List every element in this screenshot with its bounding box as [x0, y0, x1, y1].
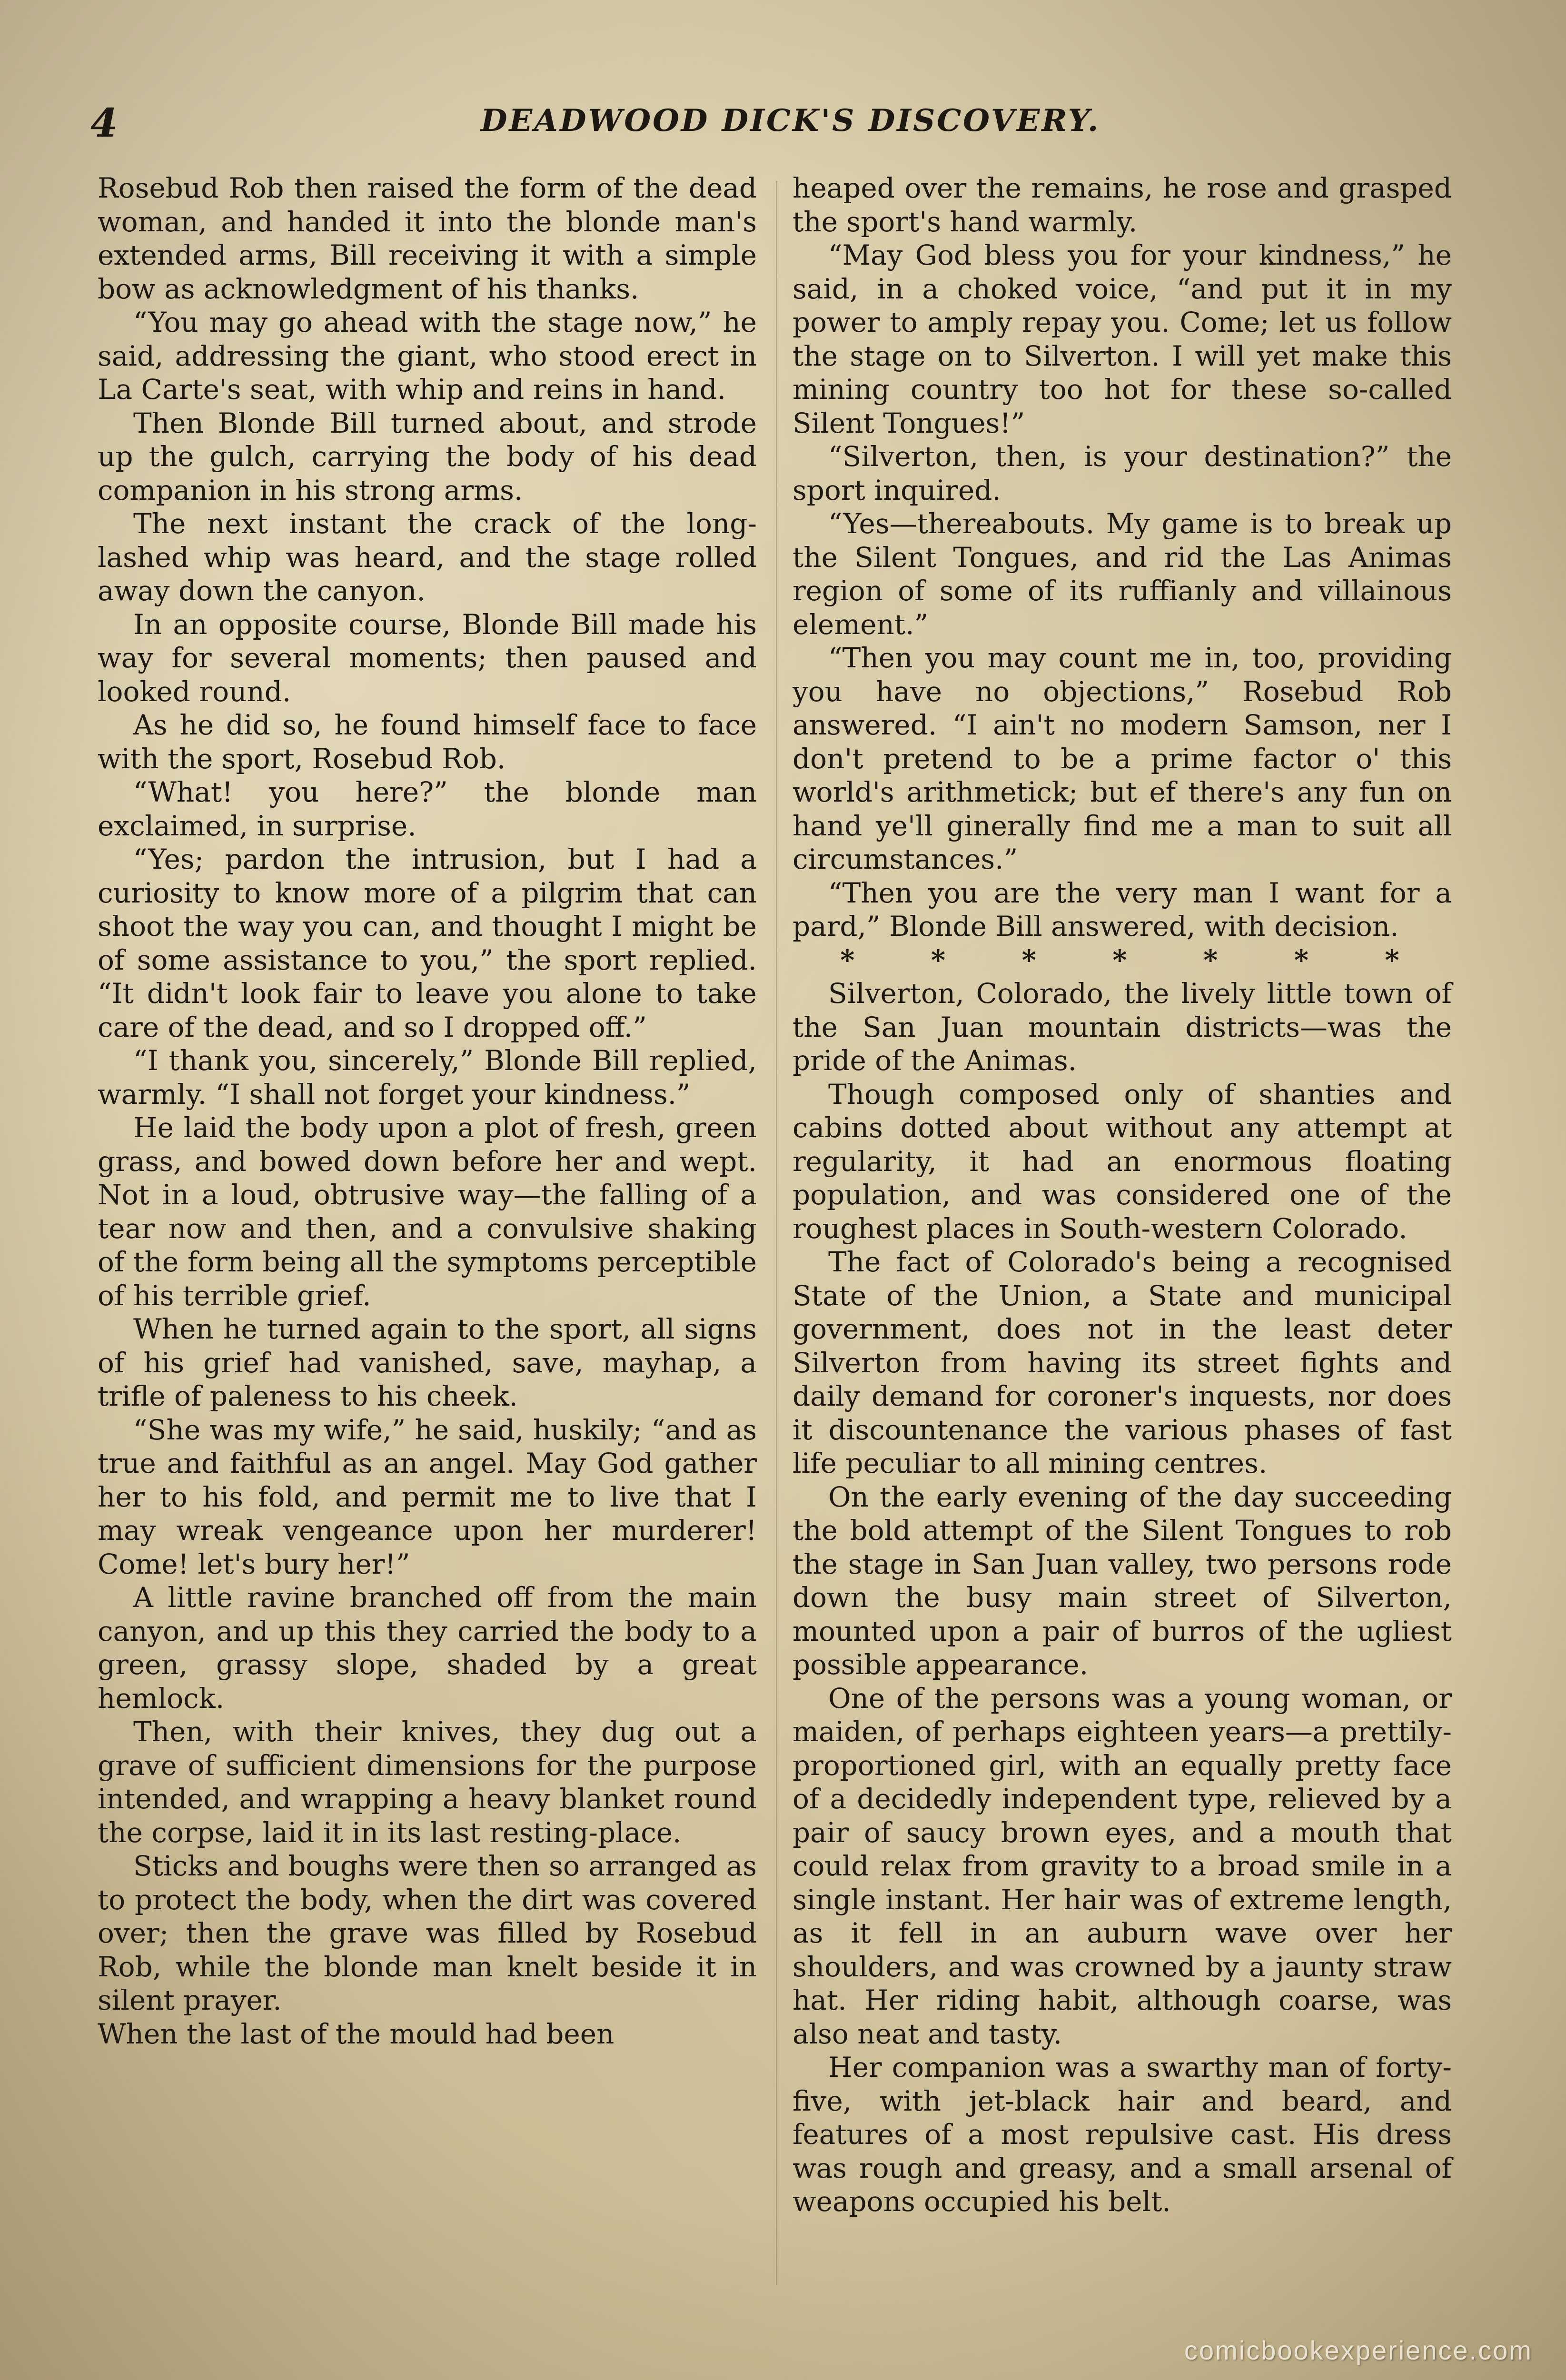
paragraph: On the early evening of the day succeeding the bold attempt of the Silent Tongues to rob the stage in San Juan valley, two persons rode down the busy main street of Silverton, mounted upon a pair of burros of the ugliest possible appearance. [793, 1480, 1452, 1681]
paragraph: “Silverton, then, is your destination?” the sport inquired. [793, 440, 1452, 506]
paragraph: Her companion was a swarthy man of forty-five, with jet-black hair and beard, and features of a most repulsive cast. His dress was rough and greasy, and a small arsenal of weapons occupied his belt. [793, 2051, 1452, 2218]
paragraph: Silverton, Colorado, the lively little town of the San Juan mountain districts—was the pride of the Animas. [793, 977, 1452, 1077]
paragraph: The fact of Colorado's being a recognised State of the Union, a State and municipal government, does not in the least deter Silverton from having its street fights and daily demand for coroner's inquests, nor does it discountenance the various phases of fast life peculiar to all mining centres. [793, 1246, 1452, 1479]
running-head-title: DEADWOOD DICK'S DISCOVERY. [481, 103, 1100, 139]
watermark: comicbookexperience.com [1184, 2335, 1533, 2365]
paragraph: Then Blonde Bill turned about, and strode up the gulch, carrying the body of his dead companion in his strong arms. [98, 407, 757, 506]
paragraph: Then, with their knives, they dug out a grave of sufficient dimensions for the purpose intended, and wrapping a heavy blanket round the corpse, laid it in its last resting-place. [98, 1716, 757, 1849]
paragraph: When the last of the mould had been [98, 2017, 615, 2050]
paragraph: When he turned again to the sport, all signs of his grief had vanished, save, mayhap, a trifle of paleness to his cheek. [98, 1313, 757, 1412]
paragraph: “What! you here?” the blonde man exclaimed, in surprise. [98, 776, 757, 842]
left-text-column [98, 171, 757, 2051]
paragraph: In an opposite course, Blonde Bill made his way for several moments; then paused and looked round. [98, 608, 757, 708]
paragraph: One of the persons was a young woman, or maiden, of perhaps eighteen years—a prettily-proportioned girl, with an equally pretty face of a decidedly independent type, relieved by a pair of saucy brown eyes, and a mouth that could relax from gravity to a broad smile in a single instant. Her hair was of extreme length, as it fell in an auburn wave over her shoulders, and was crowned by a jaunty straw hat. Her riding habit, although coarse, was also neat and tasty. [793, 1682, 1452, 2050]
paragraph: heaped over the remains, he rose and grasped the sport's hand warmly. [793, 172, 1452, 238]
paragraph: “I thank you, sincerely,” Blonde Bill replied, warmly. “I shall not forget your kindness.” [98, 1044, 757, 1111]
paragraph: “Yes; pardon the intrusion, but I had a curiosity to know more of a pilgrim that can shoot the way you can, and thought I might be of some assistance to you,” the sport replied. “It didn't look fair to leave you alone to take care of the dead, and so I dropped off.” [98, 843, 757, 1043]
paragraph: “She was my wife,” he said, huskily; “and as true and faithful as an angel. May God gather her to his fold, and permit me to live that I may wreak vengeance upon her murderer! Come! let's bury her!” [98, 1413, 757, 1580]
paragraph: Sticks and boughs were then so arranged as to protect the body, when the dirt was covered over; then the grave was filled by Rosebud Rob, while the blonde man knelt beside it in silent prayer. [98, 1850, 757, 2016]
paragraph: Though composed only of shanties and cabins dotted about without any attempt at regularity, it had an enormous floating population, and was considered one of the roughest places in South-western Colorado. [793, 1078, 1452, 1245]
page-number: 4 [90, 100, 118, 146]
paragraph: “May God bless you for your kindness,” he said, in a choked voice, “and put it in my power to amply repay you. Come; let us follow the stage on to Silverton. I will yet make this mining country too hot for these so-called Silent Tongues!” [793, 239, 1452, 439]
column-divider [776, 181, 777, 2285]
right-text-column [793, 171, 1452, 2219]
paragraph: “Yes—thereabouts. My game is to break up the Silent Tongues, and rid the Las Animas region of some of its ruffianly and villainous element.” [793, 507, 1452, 641]
paragraph: A little ravine branched off from the main canyon, and up this they carried the body to a green, grassy slope, shaded by a great hemlock. [98, 1581, 757, 1715]
paragraph: The next instant the crack of the long-lashed whip was heard, and the stage rolled away down the canyon. [98, 507, 757, 607]
paragraph: “Then you are the very man I want for a pard,” Blonde Bill answered, with decision. [793, 876, 1452, 942]
section-break: * * * * * * * [840, 943, 1399, 976]
paragraph: As he did so, he found himself face to face with the sport, Rosebud Rob. [98, 709, 757, 775]
paragraph: He laid the body upon a plot of fresh, green grass, and bowed down before her and wept. Not in a loud, obtrusive way—the falling of a tear now and then, and a convulsive shaking of the form being all the symptoms perceptible of his terrible grief. [98, 1111, 757, 1312]
paragraph: “Then you may count me in, too, providing you have no objections,” Rosebud Rob answered. “I ain't no modern Samson, ner I don't pretend to be a prime factor o' this world's arithmetick; but ef there's any fun on hand ye'll ginerally find me a man to suit all circumstances.” [793, 642, 1452, 875]
paragraph: “You may go ahead with the stage now,” he said, addressing the giant, who stood erect in La Carte's seat, with whip and reins in hand. [98, 306, 757, 406]
paragraph: Rosebud Rob then raised the form of the dead woman, and handed it into the blonde man's extended arms, Bill receiving it with a simple bow as acknowledgment of his thanks. [98, 172, 757, 305]
